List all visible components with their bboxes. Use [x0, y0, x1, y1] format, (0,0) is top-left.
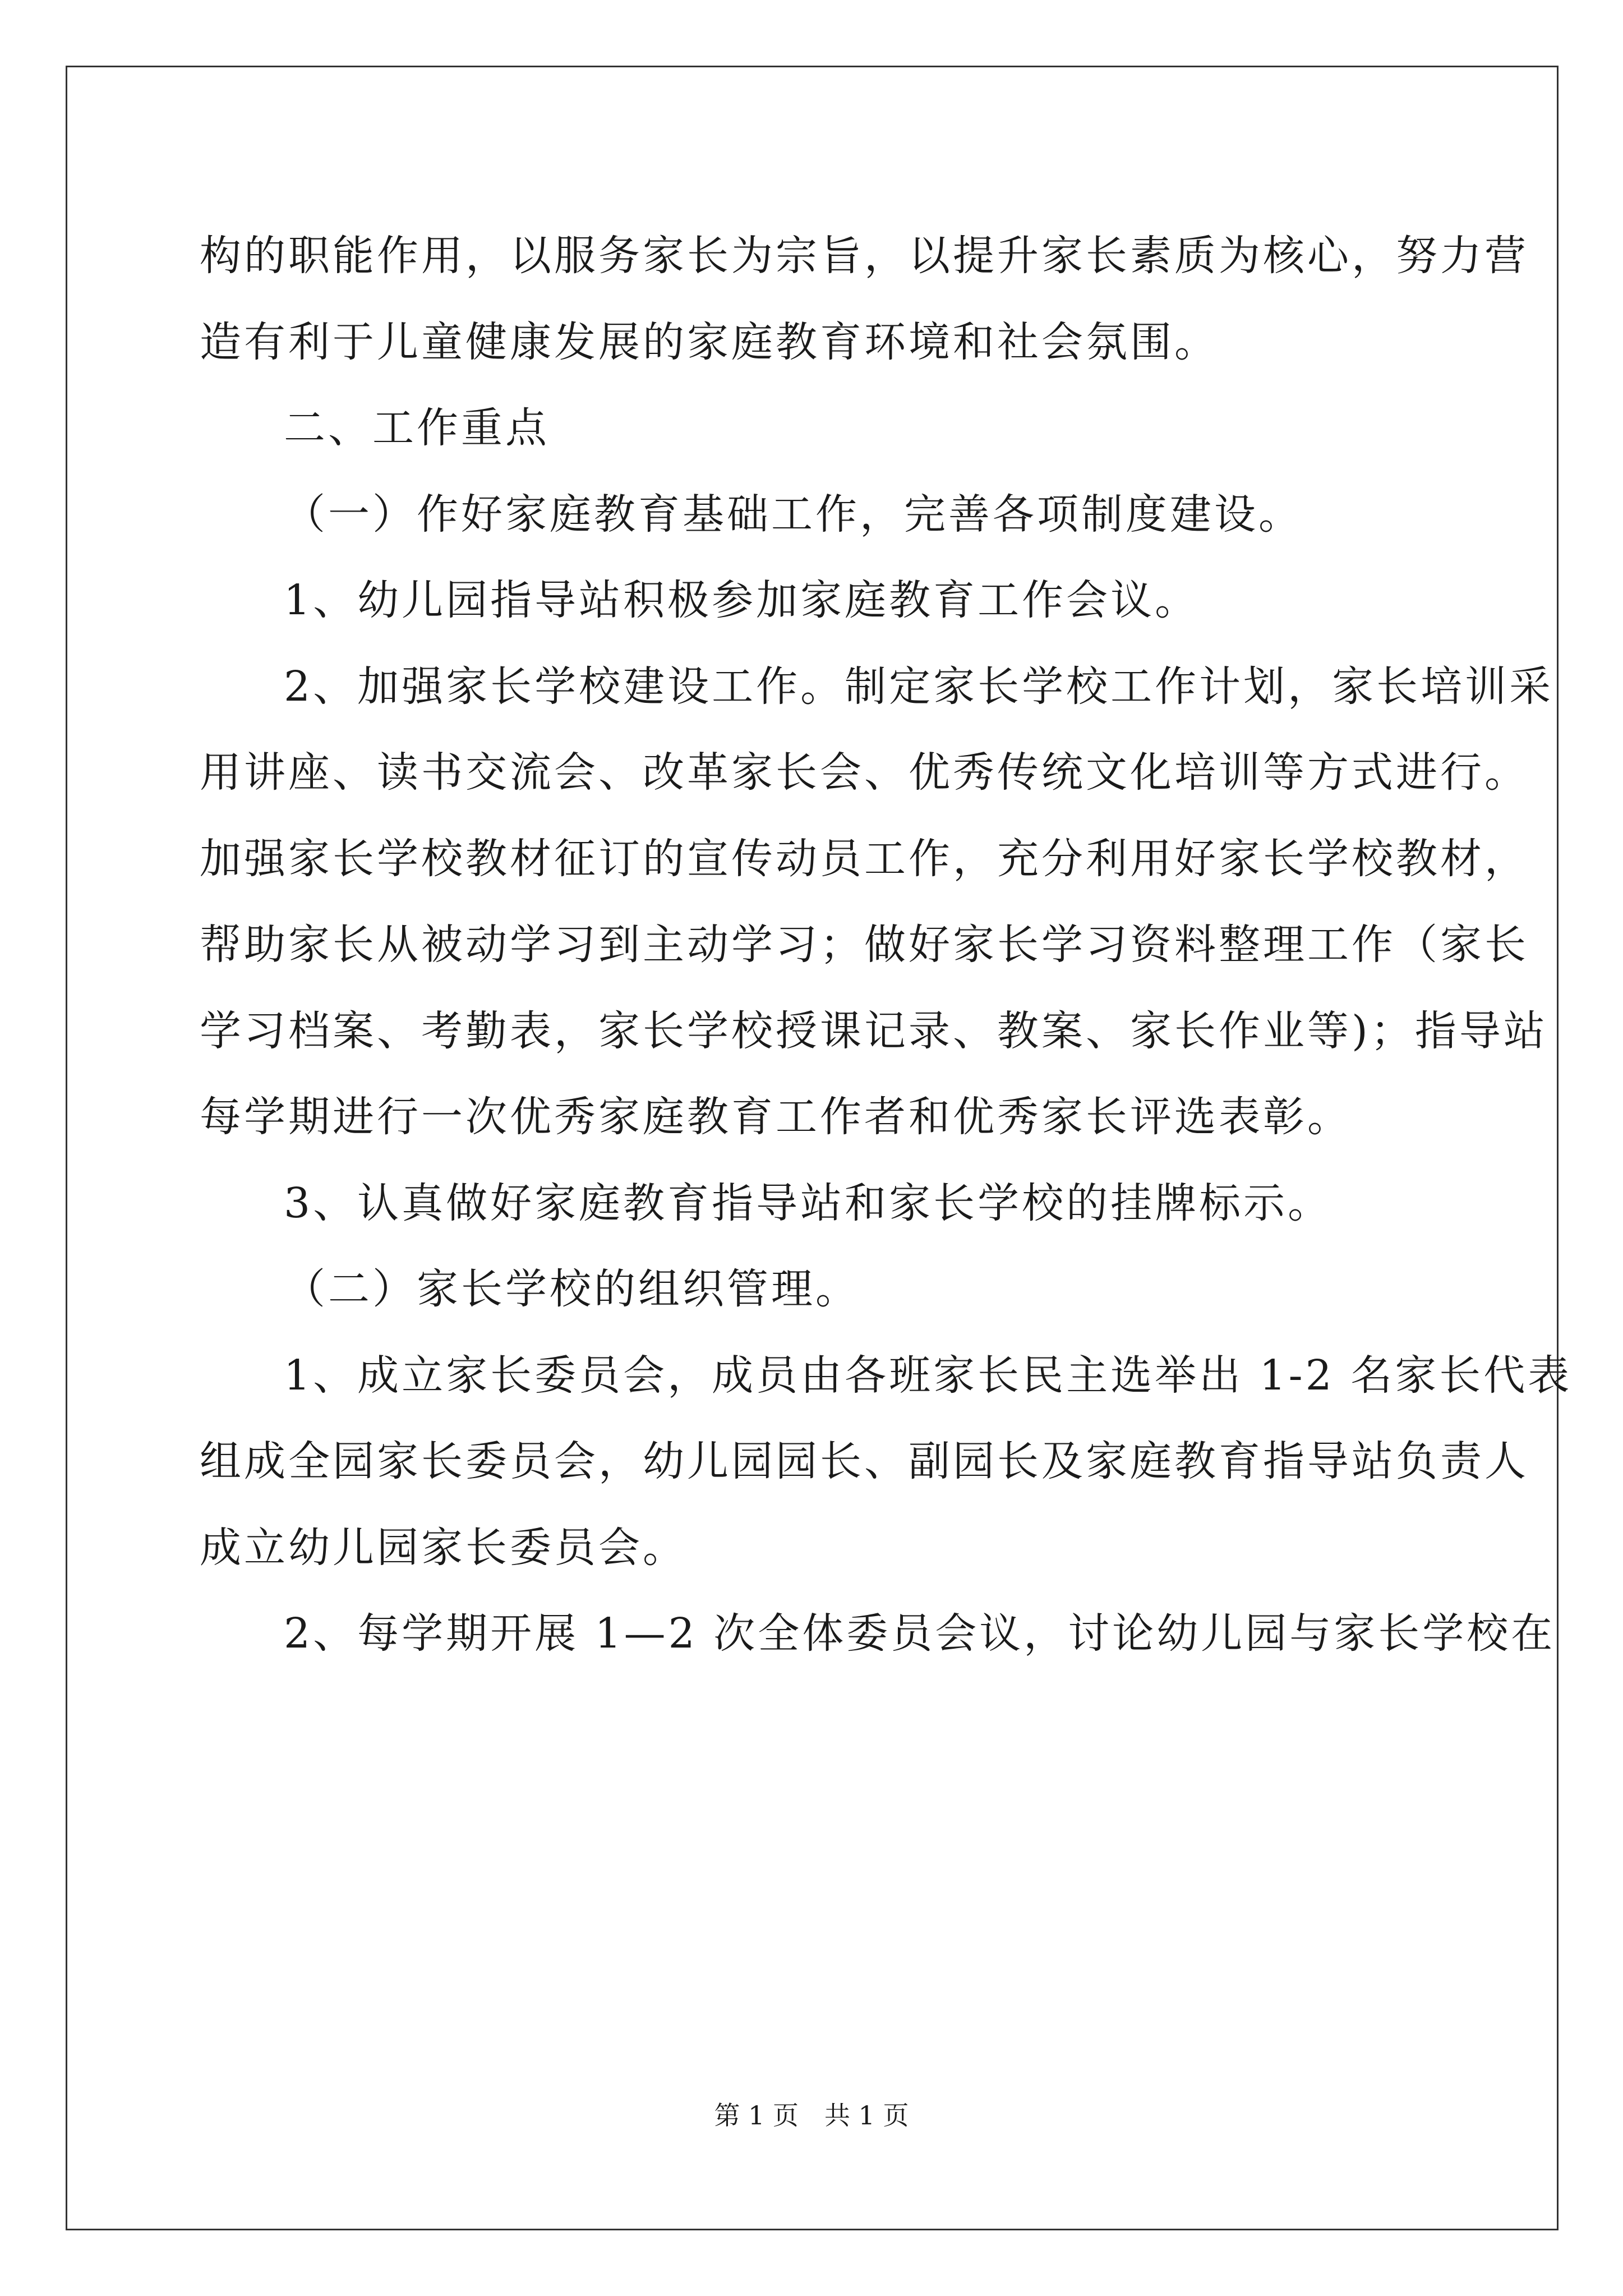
section-heading: 二、工作重点 — [284, 404, 550, 452]
text-line: 加强家长学校教材征订的宣传动员工作，充分利用好家长学校教材， — [200, 834, 1529, 883]
text-line: 组成全园家长委员会，幼儿园园长、副园长及家庭教育指导站负责人 — [200, 1437, 1529, 1485]
subsection-heading: （一）作好家庭教育基础工作，完善各项制度建设。 — [284, 490, 1303, 539]
text-line: 用讲座、读书交流会、改革家长会、优秀传统文化培训等方式进行。 — [200, 748, 1529, 797]
text-line: 帮助家长从被动学习到主动学习；做好家长学习资料整理工作（家长 — [200, 921, 1529, 969]
document-text — [200, 213, 1573, 1677]
text-line: 3、认真做好家庭教育指导站和家长学校的挂牌标示。 — [284, 1179, 1332, 1227]
document-body — [200, 213, 1573, 1677]
text-line: 成立幼儿园家长委员会。 — [200, 1523, 687, 1572]
text-line: 学习档案、考勤表，家长学校授课记录、教案、家长作业等)；指导站 — [200, 1006, 1548, 1055]
text-line: 1、成立家长委员会，成员由各班家长民主选举出 1-2 名家长代表 — [284, 1351, 1573, 1400]
text-line: 2、加强家长学校建设工作。制定家长学校工作计划，家长培训采 — [284, 662, 1554, 711]
text-line: 构的职能作用，以服务家长为宗旨，以提升家长素质为核心，努力营 — [200, 232, 1529, 280]
subsection-heading: （二）家长学校的组织管理。 — [284, 1265, 860, 1313]
text-line: 2、每学期开展 1—2 次全体委员会议，讨论幼儿园与家长学校在 — [284, 1609, 1556, 1658]
text-line: 1、幼儿园指导站积极参加家庭教育工作会议。 — [284, 576, 1200, 624]
page-number-footer: 第 1 页 共 1 页 — [714, 2100, 909, 2131]
text-line: 造有利于儿童健康发展的家庭教育环境和社会氛围。 — [200, 318, 1219, 366]
text-line: 每学期进行一次优秀家庭教育工作者和优秀家长评选表彰。 — [200, 1093, 1352, 1141]
